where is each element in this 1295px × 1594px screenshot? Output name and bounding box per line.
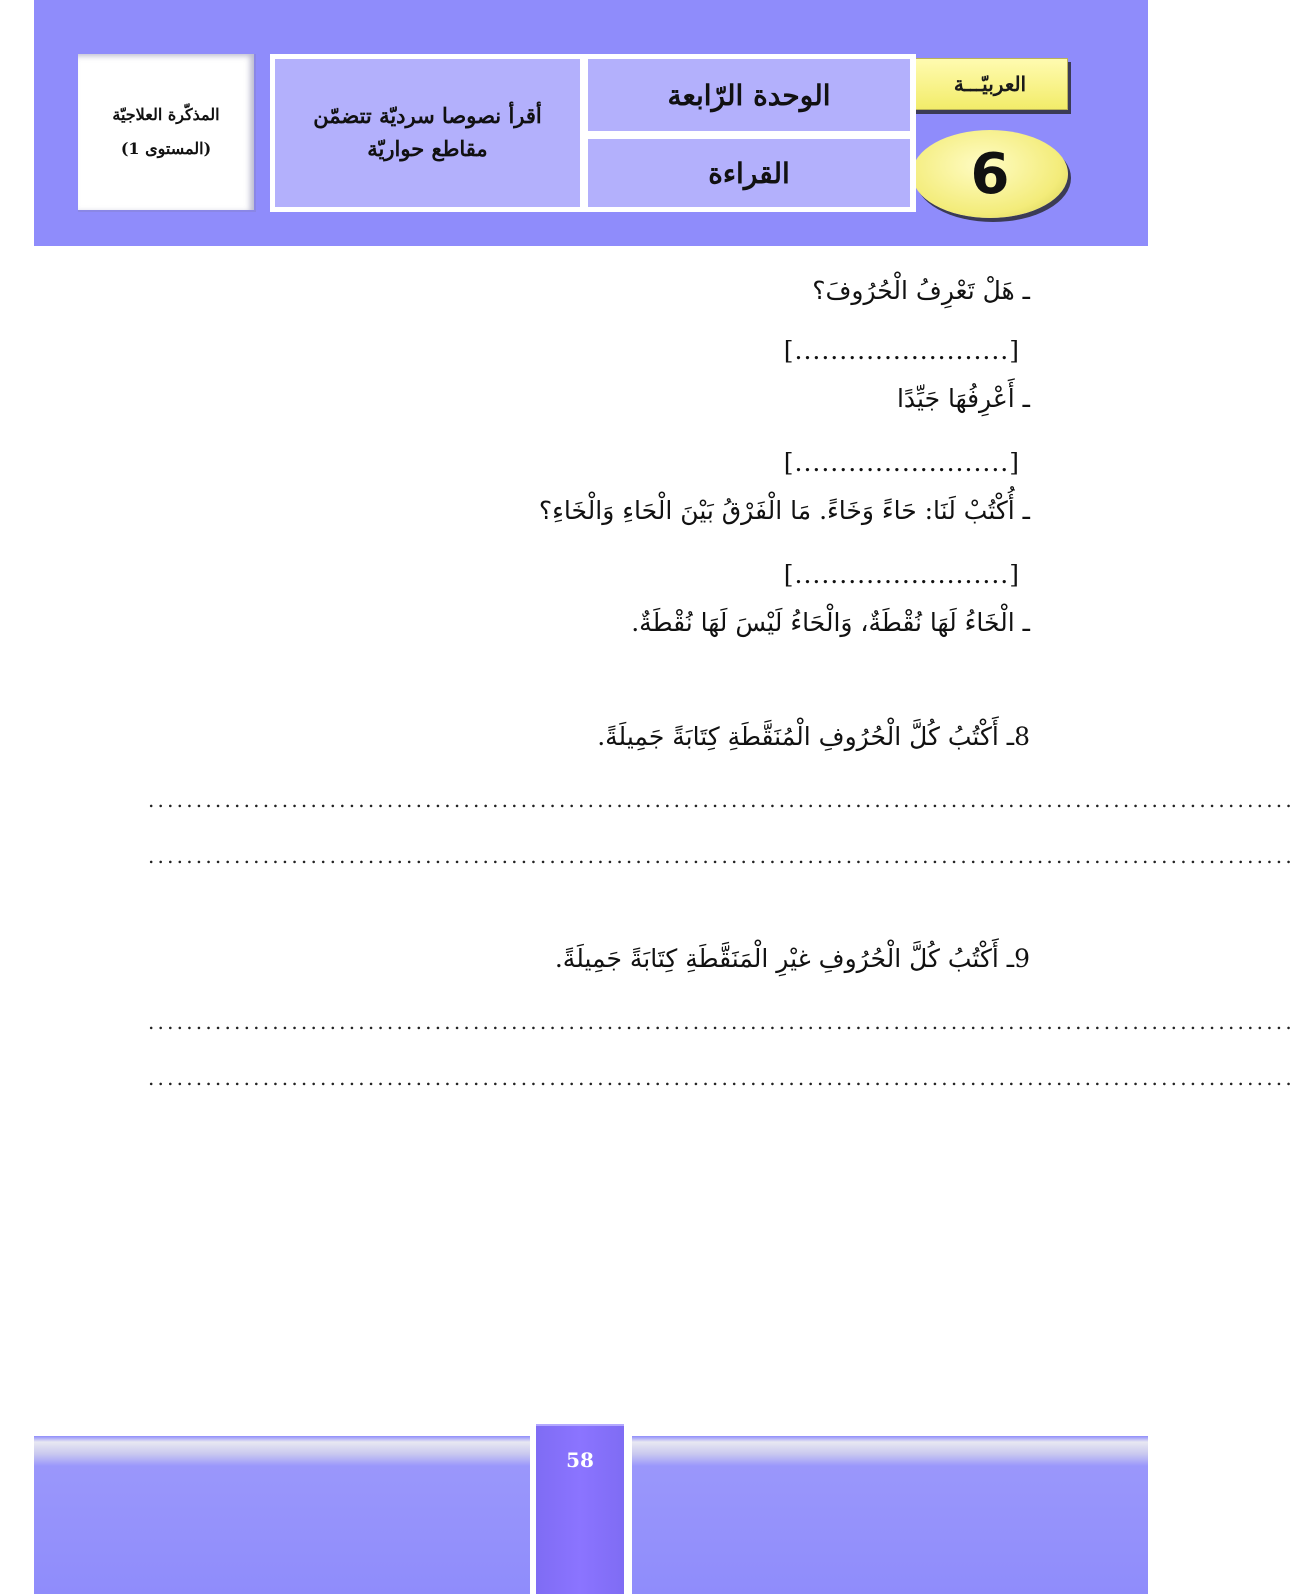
answer-blank-2[interactable]: [........................] — [783, 448, 1020, 477]
writing-line[interactable]: ........................................................................................................................ — [148, 1066, 1295, 1090]
dialogue-answer-2: ـ الْخَاءُ لَهَا نُقْطَةٌ، وَالْحَاءُ لَيْسَ لَهَا نُقْطَةٌ. — [631, 608, 1030, 637]
unit-title: الوحدة الرّابعة — [588, 59, 910, 131]
remedial-level: (المستوى 1) — [120, 139, 212, 158]
answer-blank-3[interactable]: [........................] — [783, 560, 1020, 589]
remedial-note-card — [78, 54, 256, 212]
writing-line[interactable]: ........................................................................................................................ — [148, 788, 1295, 812]
unit-info-frame — [270, 54, 916, 212]
dialogue-answer-1: ـ أَعْرِفُهَا جَيِّدًا — [896, 384, 1030, 413]
grade-badge: 6 — [912, 130, 1068, 218]
footer-band-left — [34, 1436, 530, 1594]
writing-line[interactable]: ........................................................................................................................ — [148, 1010, 1295, 1034]
section-title: القراءة — [588, 139, 910, 207]
lesson-objective: أقرأ نصوصا سرديّة تتضمّن مقاطع حواريّة — [275, 59, 580, 207]
page-number-box — [536, 1424, 624, 1594]
remedial-title: المذكّرة العلاجيّة — [112, 105, 220, 125]
exercise-8-prompt: 8ـ أَكْتُبُ كُلَّ الْحُرُوفِ الْمُنَقَّطَةِ كِتَابَةً جَمِيلَةً. — [597, 722, 1030, 751]
subject-label: العربيّـــة — [912, 58, 1068, 110]
dialogue-question-2: ـ أُكْتُبْ لَنَا: حَاءً وَخَاءً. مَا الْفَرْقُ بَيْنَ الْحَاءِ وَالْخَاءِ؟ — [538, 496, 1030, 525]
exercise-9-prompt: 9ـ أَكْتُبُ كُلَّ الْحُرُوفِ غيْرِ الْمَنَقَّطَةِ كِتَابَةً جَمِيلَةً. — [554, 944, 1030, 973]
footer-band-right — [632, 1436, 1148, 1594]
page-number: 58 — [566, 1448, 594, 1472]
dialogue-question-1: ـ هَلْ تَعْرِفُ الْحُرُوفَ؟ — [812, 276, 1030, 305]
answer-blank-1[interactable]: [........................] — [783, 336, 1020, 365]
writing-line[interactable]: ........................................................................................................................ — [148, 844, 1295, 868]
